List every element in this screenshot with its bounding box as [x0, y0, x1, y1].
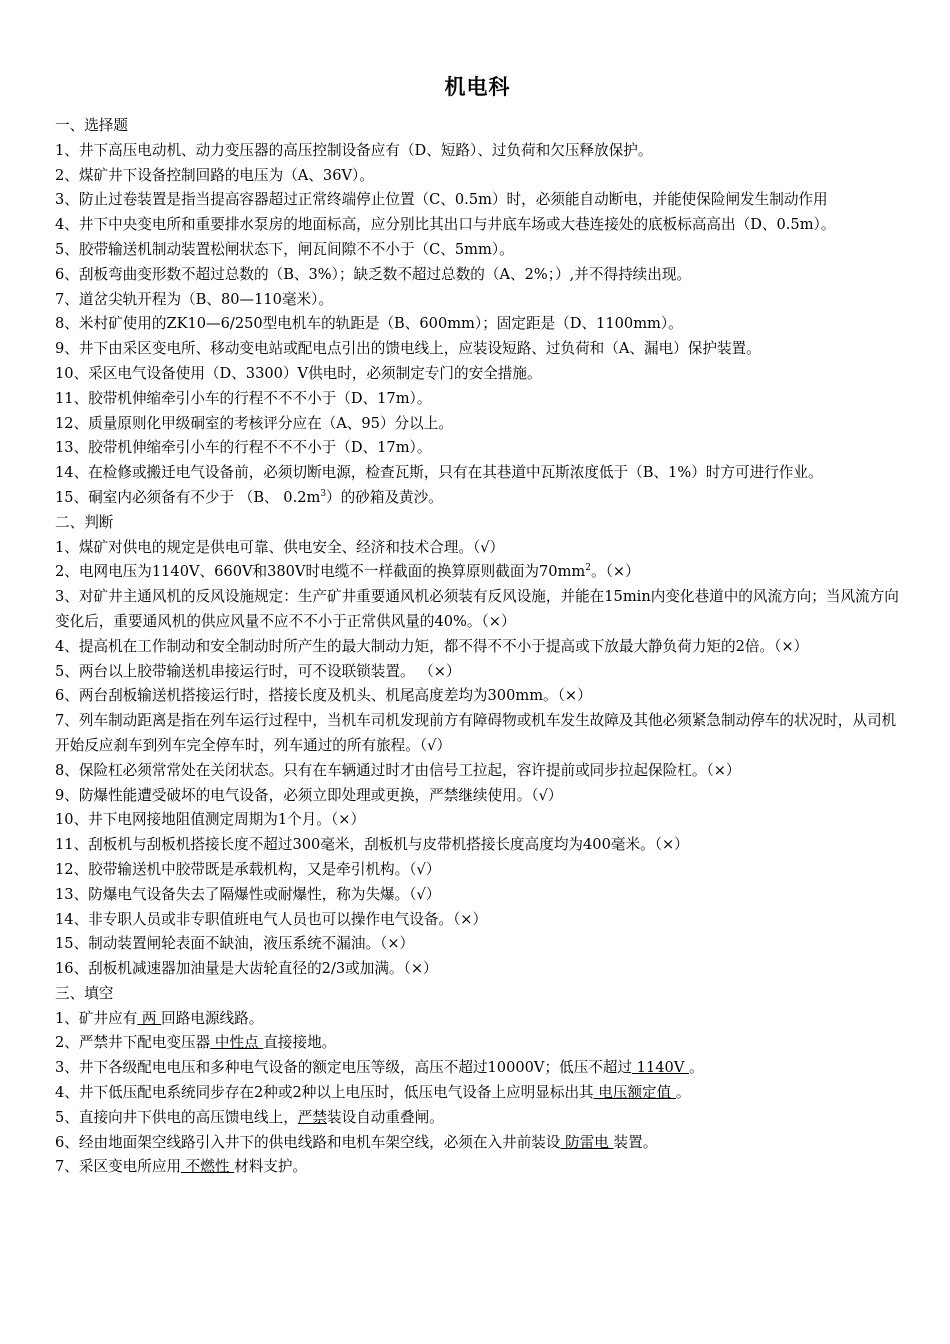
list-item: 14、非专职人员或非专职值班电气人员也可以操作电气设备。（×）	[55, 910, 488, 928]
list-item	[55, 1131, 900, 1156]
answer-blank: 电压额定值	[593, 1084, 676, 1102]
item-text: 装设自动重叠闸。	[327, 1108, 444, 1126]
list-item: 9、防爆性能遭受破坏的电气设备，必须立即处理或更换，严禁继续使用。（√）	[55, 786, 563, 804]
document-page	[55, 72, 900, 1180]
answer-blank: 严禁	[297, 1108, 327, 1126]
answer-blank: 1140V	[632, 1059, 690, 1077]
page-title: 机电科	[444, 75, 511, 99]
list-item: 11、刮板机与刮板机搭接长度不超过300毫米，刮板机与皮带机搭接长度高度均为400毫米。（×）	[55, 836, 689, 854]
item-text: 直接接地。	[263, 1034, 337, 1052]
item-text: 装置。	[613, 1133, 658, 1151]
list-item: 7、列车制动距离是指在列车运行过程中，当机车司机发现前方有障碍物或机车发生故障及其他必须紧急制动停车的状况时，从司机开始反应刹车到列车完全停车时，列车通过的所有旅程。（√）	[55, 712, 897, 754]
list-item: 7、道岔尖轨开程为（B、80—110毫米）。	[55, 290, 334, 308]
answer-blank: 不燃性	[181, 1158, 235, 1176]
section-heading: 一、选择题	[55, 117, 128, 134]
list-item: 8、米村矿使用的ZK10—6/250型电机车的轨距是（B、600mm）；固定距是（D、1100mm）。	[55, 315, 683, 333]
list-item: 2、煤矿井下设备控制回路的电压为（A、36V）。	[55, 166, 374, 184]
answer-blank: 中性点	[210, 1034, 264, 1052]
list-item: 3、防止过卷装置是指当提高容器超过正常终端停止位置（C、0.5m）时，必须能自动断电，并能使保险闸发生制动作用	[55, 191, 828, 209]
list-item: 15、制动装置闸轮表面不缺油，液压系统不漏油。（×）	[55, 935, 415, 953]
item-text: 。（×）	[591, 563, 640, 581]
list-item: 9、井下由采区变电所、移动变电站或配电点引出的馈电线上，应装设短路、过负荷和（A、漏电）保护装置。	[55, 340, 761, 358]
list-item: 12、胶带输送机中胶带既是承载机构，又是牵引机构。（√）	[55, 860, 441, 878]
item-text: 回路电源线路。	[161, 1009, 264, 1027]
list-item: 12、质量原则化甲级硐室的考核评分应在（A、95）分以上。	[55, 414, 453, 432]
list-item: 14、在检修或搬迁电气设备前，必须切断电源，检查瓦斯，只有在其巷道中瓦斯浓度低于（B、1%）时方可进行作业。	[55, 464, 823, 482]
superscript: 3	[320, 489, 327, 500]
item-text: 6、经由地面架空线路引入井下的供电线路和电机车架空线，必须在入井前装设	[55, 1133, 561, 1151]
item-text: 。	[689, 1059, 704, 1077]
list-item	[55, 560, 900, 585]
list-item	[55, 1031, 900, 1056]
list-item	[55, 1081, 900, 1106]
answer-blank: 两	[137, 1009, 162, 1027]
list-item: 4、井下中央变电所和重要排水泵房的地面标高，应分别比其出口与井底车场或大巷连接处的底板标高高出（D、0.5m）。	[55, 216, 836, 234]
list-item	[55, 1155, 900, 1180]
list-item: 11、胶带机伸缩牵引小车的行程不不不小于（D、17m）。	[55, 389, 432, 407]
list-item: 6、刮板弯曲变形数不超过总数的（B、3%）；缺乏数不超过总数的（A、2%；）,并不得持续出现。	[55, 265, 692, 283]
item-text: 3、井下各级配电电压和多种电气设备的额定电压等级，高压不超过10000V；低压不超过	[55, 1059, 633, 1077]
list-item: 13、胶带机伸缩牵引小车的行程不不不小于（D、17m）。	[55, 439, 432, 457]
list-item: 10、采区电气设备使用（D、3300）V供电时，必须制定专门的安全措施。	[55, 364, 542, 382]
list-item	[55, 1056, 900, 1081]
superscript: 2	[585, 563, 591, 574]
item-text: 。	[675, 1084, 691, 1102]
answer-blank: 防雷电	[560, 1133, 614, 1151]
list-item: 8、保险杠必须常常处在关闭状态。只有在车辆通过时才由信号工拉起，容许提前或同步拉起保险杠。（×）	[55, 761, 741, 779]
item-text: 5、直接向井下供电的高压馈电线上，	[55, 1108, 298, 1126]
list-item: 4、提高机在工作制动和安全制动时所产生的最大制动力矩，都不得不不小于提高或下放最大静负荷力矩的2倍。（×）	[55, 637, 809, 655]
section-heading: 二、判断	[55, 513, 114, 531]
item-text: 7、采区变电所应用	[55, 1158, 182, 1176]
list-item: 6、两台刮板输送机搭接运行时，搭接长度及机头、机尾高度差均为300mm。（×）	[55, 687, 592, 705]
list-item	[55, 1007, 900, 1032]
list-item: 5、两台以上胶带输送机串接运行时，可不设联锁装置。 （×）	[55, 662, 461, 680]
item-text: 15、硐室内必须备有不少于 （B、 0.2m	[55, 488, 321, 506]
list-item: 13、防爆电气设备失去了隔爆性或耐爆性，称为失爆。（√）	[55, 885, 441, 903]
list-item	[55, 1106, 900, 1131]
item-text: 4、井下低压配电系统同步存在2种或2种以上电压时，低压电气设备上应明显标出其	[55, 1084, 594, 1102]
section-choice	[55, 114, 900, 511]
list-item: 1、煤矿对供电的规定是供电可靠、供电安全、经济和技术合理。（√）	[55, 538, 505, 556]
list-item: 16、刮板机减速器加油量是大齿轮直径的2/3或加满。（×）	[55, 960, 438, 978]
list-item: 5、胶带输送机制动装置松闸状态下，闸瓦间隙不不小于（C、5mm）。	[55, 240, 514, 258]
list-item: 10、井下电网接地阻值测定周期为1个月。（×）	[55, 811, 366, 829]
item-text: ）的砂箱及黄沙。	[326, 488, 443, 506]
section-fill-blank	[55, 982, 900, 1180]
section-judgement	[55, 511, 900, 982]
item-text: 2、电网电压为1140V、660V和380V时电缆不一样截面的换算原则截面为70mm	[55, 563, 586, 581]
list-item: 1、井下高压电动机、动力变压器的高压控制设备应有（D、短路）、过负荷和欠压释放保护。	[55, 141, 653, 159]
section-heading: 三、填空	[55, 984, 114, 1002]
list-item: 3、对矿井主通风机的反风设施规定：生产矿井重要通风机必须装有反风设施，并能在15min内变化巷道中的风流方向；当风流方向变化后，重要通风机的供应风量不应不不小于正常供风量的40%。（×）	[55, 588, 899, 630]
list-item	[55, 486, 900, 511]
item-text: 材料支护。	[234, 1158, 308, 1176]
item-text: 1、矿井应有	[55, 1009, 138, 1027]
item-text: 2、严禁井下配电变压器	[55, 1034, 211, 1052]
